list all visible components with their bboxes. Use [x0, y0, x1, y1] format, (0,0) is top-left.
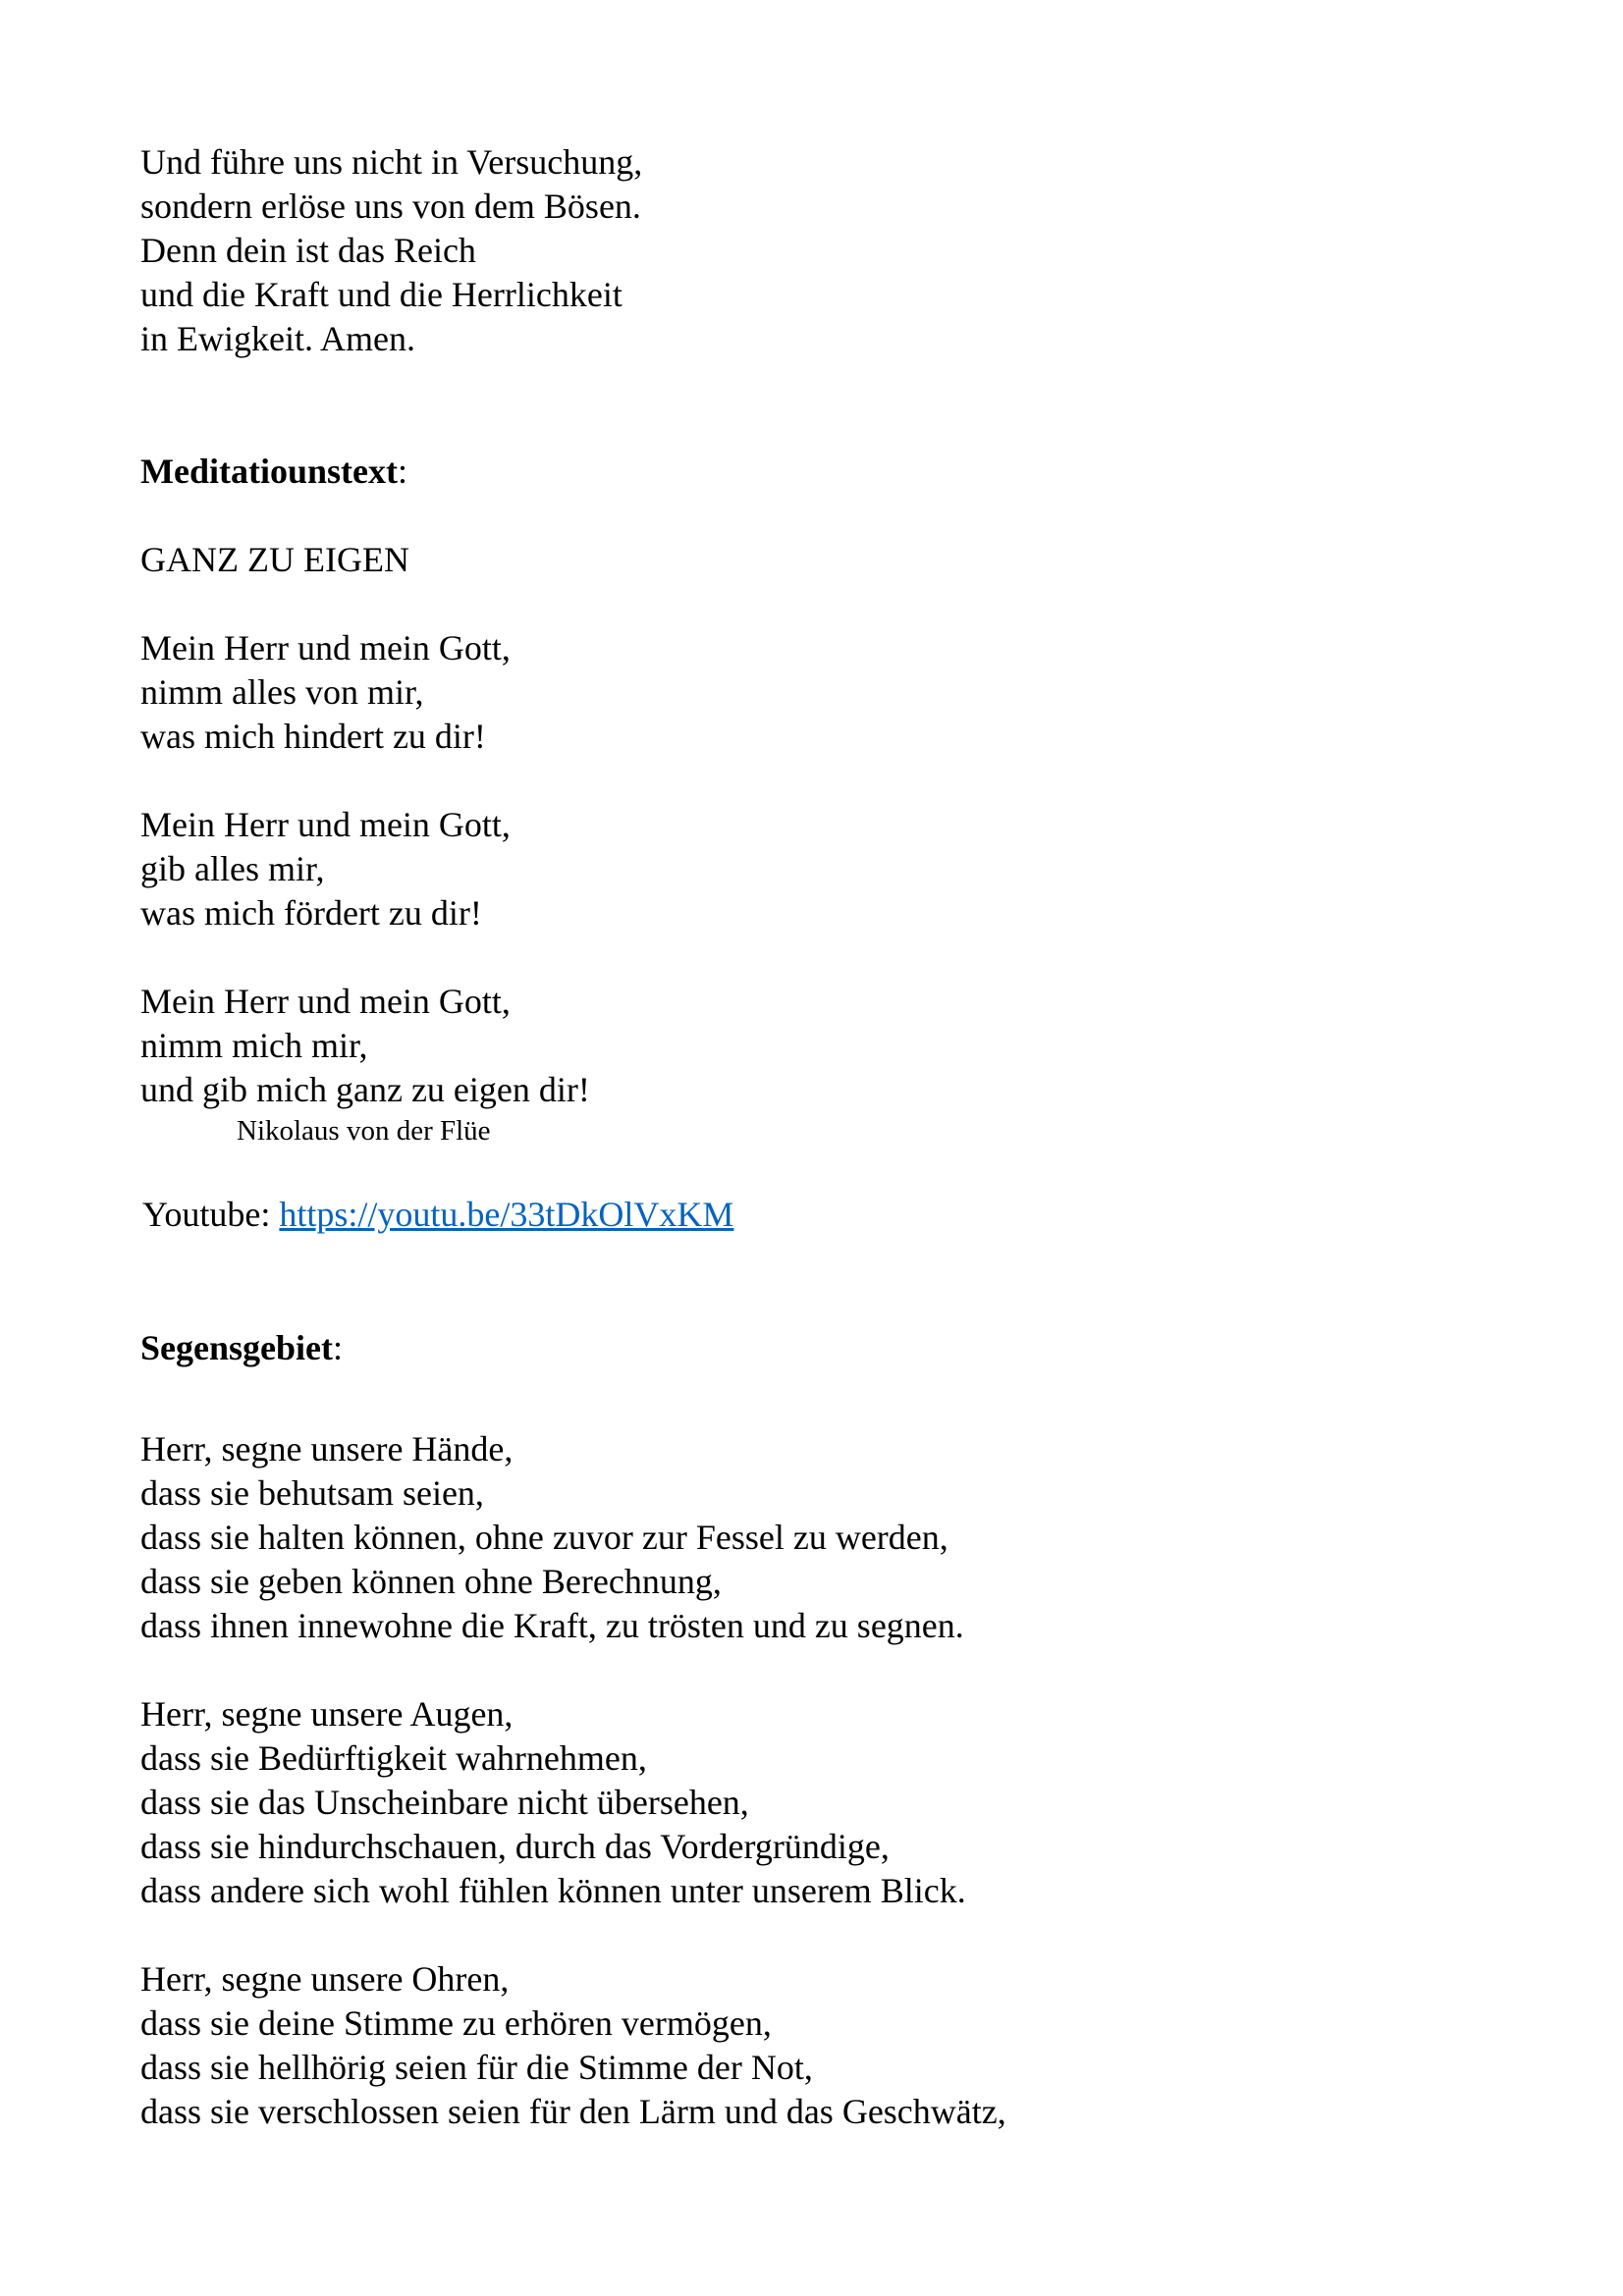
blessing-heading-colon: :	[332, 1328, 343, 1367]
text-line: nimm alles von mir,	[140, 672, 424, 712]
meditation-title	[140, 538, 409, 582]
text-line: in Ewigkeit. Amen.	[140, 319, 415, 358]
text-line: dass sie halten können, ohne zuvor zur Fessel zu werden,	[140, 1518, 948, 1557]
text-line: Mein Herr und mein Gott,	[140, 628, 511, 667]
text-line: was mich fördert zu dir!	[140, 893, 482, 933]
meditation-title-text: GANZ ZU EIGEN	[140, 540, 409, 579]
text-line: nimm mich mir,	[140, 1026, 368, 1065]
text-line: dass ihnen innewohne die Kraft, zu trösten und zu segnen.	[140, 1606, 964, 1645]
meditation-heading-colon: :	[397, 452, 407, 491]
text-line: und gib mich ganz zu eigen dir!	[140, 1070, 590, 1109]
blessing-stanza-2	[140, 1692, 966, 1913]
youtube-link[interactable]: https://youtu.be/33tDkOlVxKM	[279, 1195, 734, 1234]
text-line: gib alles mir,	[140, 849, 325, 888]
text-line: dass sie behutsam seien,	[140, 1473, 484, 1513]
text-line: dass sie verschlossen seien für den Lärm und das Geschwätz,	[140, 2092, 1006, 2131]
text-line: dass sie hindurchschauen, durch das Vordergründige,	[140, 1827, 890, 1866]
blessing-stanza-1	[140, 1427, 964, 1648]
text-line: Denn dein ist das Reich	[140, 231, 476, 270]
text-line: dass sie deine Stimme zu erhören vermögen,	[140, 2003, 772, 2043]
text-line: dass sie hellhörig seien für die Stimme der Not,	[140, 2048, 813, 2087]
text-line: Herr, segne unsere Hände,	[140, 1429, 514, 1468]
youtube-label: Youtube:	[142, 1195, 280, 1234]
meditation-heading	[140, 450, 407, 494]
meditation-heading-text: Meditatiounstext	[140, 452, 398, 491]
text-line: dass sie geben können ohne Berechnung,	[140, 1562, 722, 1601]
text-line: dass andere sich wohl fühlen können unter unserem Blick.	[140, 1871, 966, 1910]
text-line: Herr, segne unsere Ohren,	[140, 1959, 510, 1999]
meditation-stanza-3	[140, 980, 590, 1112]
text-line: sondern erlöse uns von dem Bösen.	[140, 187, 641, 226]
text-line: Herr, segne unsere Augen,	[140, 1694, 514, 1734]
meditation-stanza-2	[140, 803, 511, 935]
text-line: und die Kraft und die Herrlichkeit	[140, 275, 622, 314]
text-line: dass sie Bedürftigkeit wahrnehmen,	[140, 1738, 647, 1778]
text-line: was mich hindert zu dir!	[140, 717, 486, 756]
meditation-stanza-1	[140, 626, 511, 759]
blessing-heading	[140, 1326, 343, 1370]
text-line: Mein Herr und mein Gott,	[140, 982, 511, 1021]
blessing-heading-text: Segensgebiet	[140, 1328, 333, 1367]
prayer-end-block	[140, 140, 642, 361]
blessing-stanza-3	[140, 1957, 1006, 2134]
text-line: Und führe uns nicht in Versuchung,	[140, 142, 643, 182]
text-line: Mein Herr und mein Gott,	[140, 805, 511, 844]
text-line: dass sie das Unscheinbare nicht übersehen,	[140, 1783, 749, 1822]
youtube-line	[142, 1193, 733, 1237]
author-attribution: Nikolaus von der Flüe	[237, 1115, 491, 1147]
